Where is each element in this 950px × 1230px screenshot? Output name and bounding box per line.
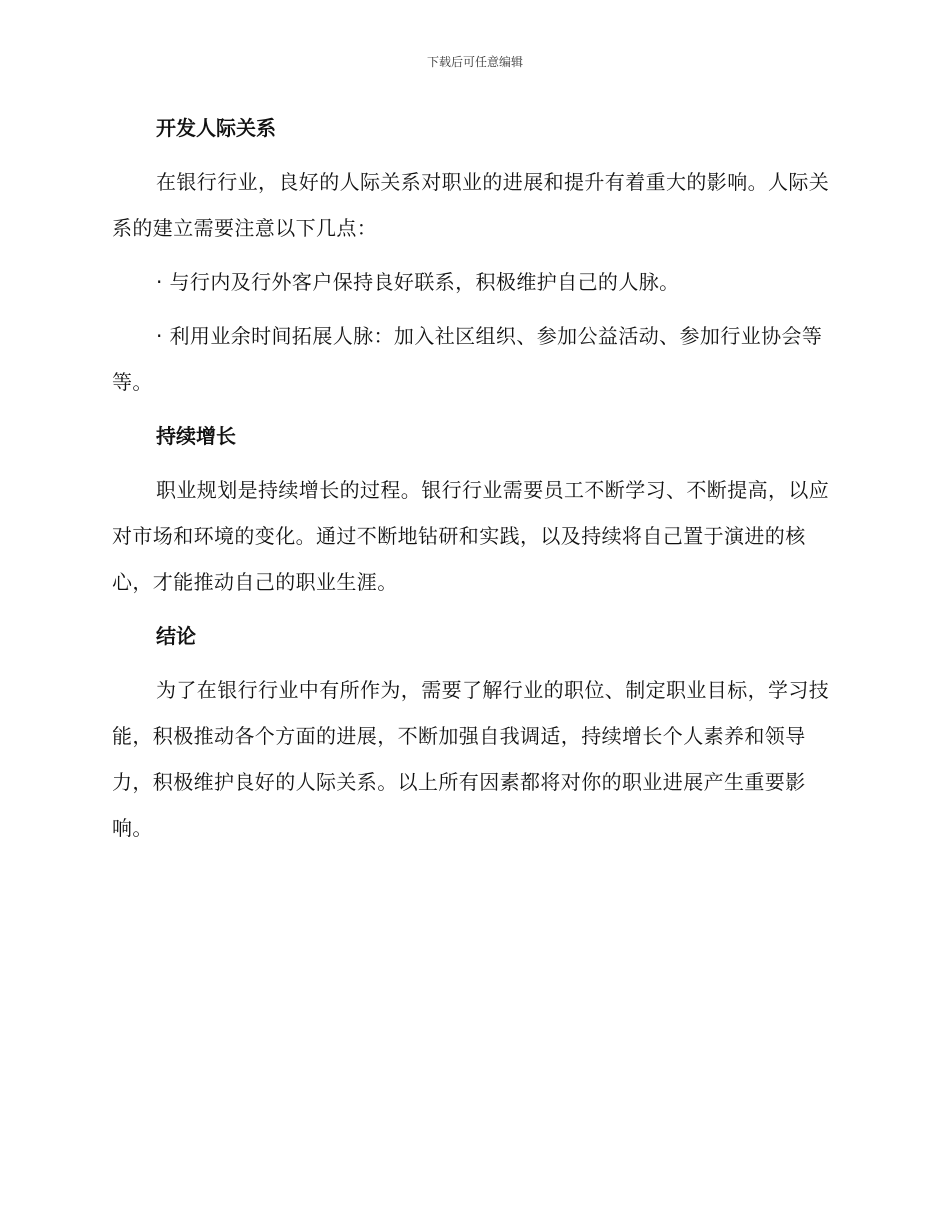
section-heading-networking: 开发人际关系 — [156, 116, 276, 140]
bullet-item: · 与行内及行外客户保持良好联系，积极维护自己的人脉。 — [156, 270, 680, 294]
bullet-item: · 利用业余时间拓展人脉：加入社区组织、参加公益活动、参加行业协会等等。 — [112, 324, 823, 394]
section-heading-conclusion: 结论 — [156, 624, 196, 648]
section-paragraph: 在银行行业，良好的人际关系对职业的进展和提升有着重大的影响。人际关系的建立需要注意以下几点： — [112, 170, 830, 240]
section-paragraph: 为了在银行行业中有所作为，需要了解行业的职位、制定职业目标，学习技能，积极推动各个方面的进展，不断加强自我调适，持续增长个人素养和领导力，积极维护良好的人际关系。以上所有因素都将对你的职业进展产生重要影响。 — [112, 678, 830, 840]
section-paragraph: 职业规划是持续增长的过程。银行行业需要员工不断学习、不断提高，以应对市场和环境的变化。通过不断地钻研和实践，以及持续将自己置于演进的核心，才能推动自己的职业生涯。 — [112, 478, 830, 594]
page-header: 下载后可任意编辑 — [426, 55, 523, 69]
document-body — [112, 105, 834, 859]
section-heading-growth: 持续增长 — [156, 424, 236, 448]
